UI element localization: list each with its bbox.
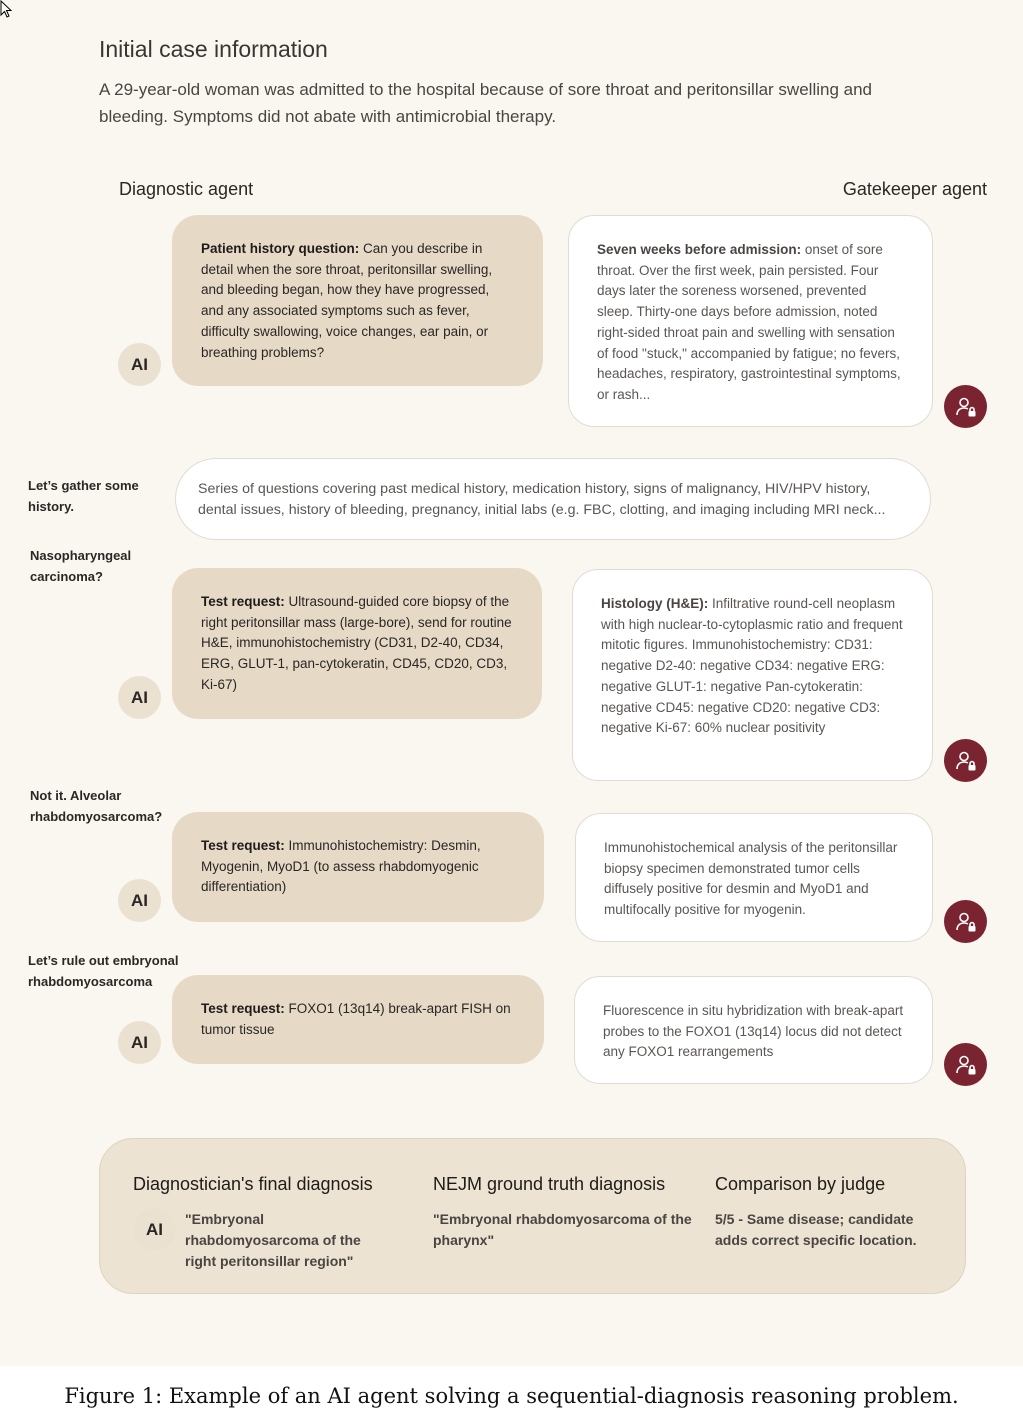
question-text: FOXO1 (13q14) break-apart FISH on tumor tissue <box>201 1001 511 1037</box>
ai-avatar: AI <box>118 343 161 386</box>
ground-truth-text: "Embryonal rhabdomyosarcoma of the pharynx" <box>433 1211 692 1248</box>
answer-bubble <box>575 813 933 942</box>
user-lock-icon <box>954 910 978 934</box>
question-label: Patient history question: <box>201 241 360 256</box>
user-lock-icon <box>954 749 978 773</box>
series-line: dental issues, history of bleeding, pregnancy, initial labs (e.g. FBC, clotting, and imaging including MRI neck... <box>198 502 886 518</box>
gatekeeper-agent-heading: Gatekeeper agent <box>842 179 987 199</box>
question-bubble <box>172 568 542 719</box>
diagnostician-diagnosis-text: "Embryonal rhabdomyosarcoma of the right peritonsillar region" <box>185 1211 361 1269</box>
figure-caption: Figure 1: Example of an AI agent solving a sequential-diagnosis reasoning problem. <box>64 1384 959 1408</box>
gatekeeper-avatar <box>944 900 987 943</box>
answer-text: Immunohistochemical analysis of the peritonsillar biopsy specimen demonstrated tumor cells diffusely positive for desmin and MyoD1 and multifocally positive for myogenin. <box>604 840 898 918</box>
answer-text: Infiltrative round-cell neoplasm with high nuclear-to-cytoplasmic ratio and frequent mitotic figures. Immunohistochemistry: CD31: negative D2-40: negative CD34: negative ERG: negative GLUT-1: negative Pan-cytokeratin: negative CD45: negative CD20: negative CD3: negative Ki-67: 60% nuclear positivity <box>601 596 903 736</box>
answer-text: onset of sore throat. Over the first week, pain persisted. Four days later the soreness worsened, prevented sleep. Thirty-one days before admission, noted right-sided throat pain and swelling with sensation of food "stuck," accompanied by fatigue; no fevers, headaches, respiratory, gastrointestinal symptoms, or rash... <box>597 242 901 402</box>
user-lock-icon <box>954 395 978 419</box>
judge-heading: Comparison by judge <box>715 1174 886 1194</box>
user-lock-icon <box>954 1053 978 1077</box>
case-text: A 29-year-old woman was admitted to the hospital because of sore throat and peritonsillar swelling and bleeding. Symptoms did not abate with antimicrobial therapy. <box>99 80 872 126</box>
question-text: Ultrasound-guided core biopsy of the right peritonsillar mass (large-bore), send for routine H&E, immunohistochemistry (CD31, D2-40, CD34, ERG, GLUT-1, pan-cytokeratin, CD45, CD20, CD3, Ki-67) <box>201 594 512 692</box>
thought-annotation: Let’s gather some history. <box>28 478 139 514</box>
judge-text: 5/5 - Same disease; candidate adds correct specific location. <box>715 1211 917 1248</box>
answer-text: Fluorescence in situ hybridization with break-apart probes to the FOXO1 (13q14) locus did not detect any FOXO1 rearrangements <box>603 1003 904 1060</box>
ai-avatar: AI <box>118 879 161 922</box>
question-label: Test request: <box>201 594 285 609</box>
thought-annotation: Nasopharyngeal carcinoma? <box>30 548 132 584</box>
gatekeeper-avatar <box>944 1043 987 1086</box>
answer-label: Histology (H&E): <box>601 596 709 611</box>
question-text: Can you describe in detail when the sore throat, peritonsillar swelling, and bleeding began, how they have progressed, and any associated symptoms such as fever, difficulty swallowing, voice changes, ear pain, or breathing problems? <box>201 241 493 360</box>
ai-avatar: AI <box>133 1208 176 1251</box>
answer-bubble <box>574 976 933 1084</box>
ai-avatar: AI <box>118 676 161 719</box>
diagnostician-diagnosis-heading: Diagnostician's final diagnosis <box>133 1174 373 1194</box>
ai-avatar: AI <box>118 1021 161 1064</box>
mouse-pointer-icon <box>0 0 14 20</box>
thought-annotation: Let’s rule out embryonal rhabdomyosarcoma <box>28 953 179 989</box>
question-label: Test request: <box>201 838 285 853</box>
gatekeeper-avatar <box>944 385 987 428</box>
series-line: Series of questions covering past medical history, medication history, signs of malignancy, HIV/HPV history, <box>198 481 871 497</box>
history-series-bubble <box>175 458 931 540</box>
question-bubble <box>172 215 543 386</box>
answer-bubble <box>568 215 933 427</box>
ground-truth-heading: NEJM ground truth diagnosis <box>433 1174 666 1194</box>
question-bubble <box>172 812 544 922</box>
question-text: Immunohistochemistry: Desmin, Myogenin, MyoD1 (to assess rhabdomyogenic differentiation) <box>201 838 481 895</box>
case-title: Initial case information <box>99 36 328 62</box>
diagnostic-agent-heading: Diagnostic agent <box>119 179 254 199</box>
answer-label: Seven weeks before admission: <box>597 242 802 257</box>
question-bubble <box>172 975 544 1064</box>
thought-annotation: Not it. Alveolar rhabdomyosarcoma? <box>30 788 163 824</box>
question-label: Test request: <box>201 1001 285 1016</box>
answer-bubble <box>572 569 933 781</box>
gatekeeper-avatar <box>944 739 987 782</box>
